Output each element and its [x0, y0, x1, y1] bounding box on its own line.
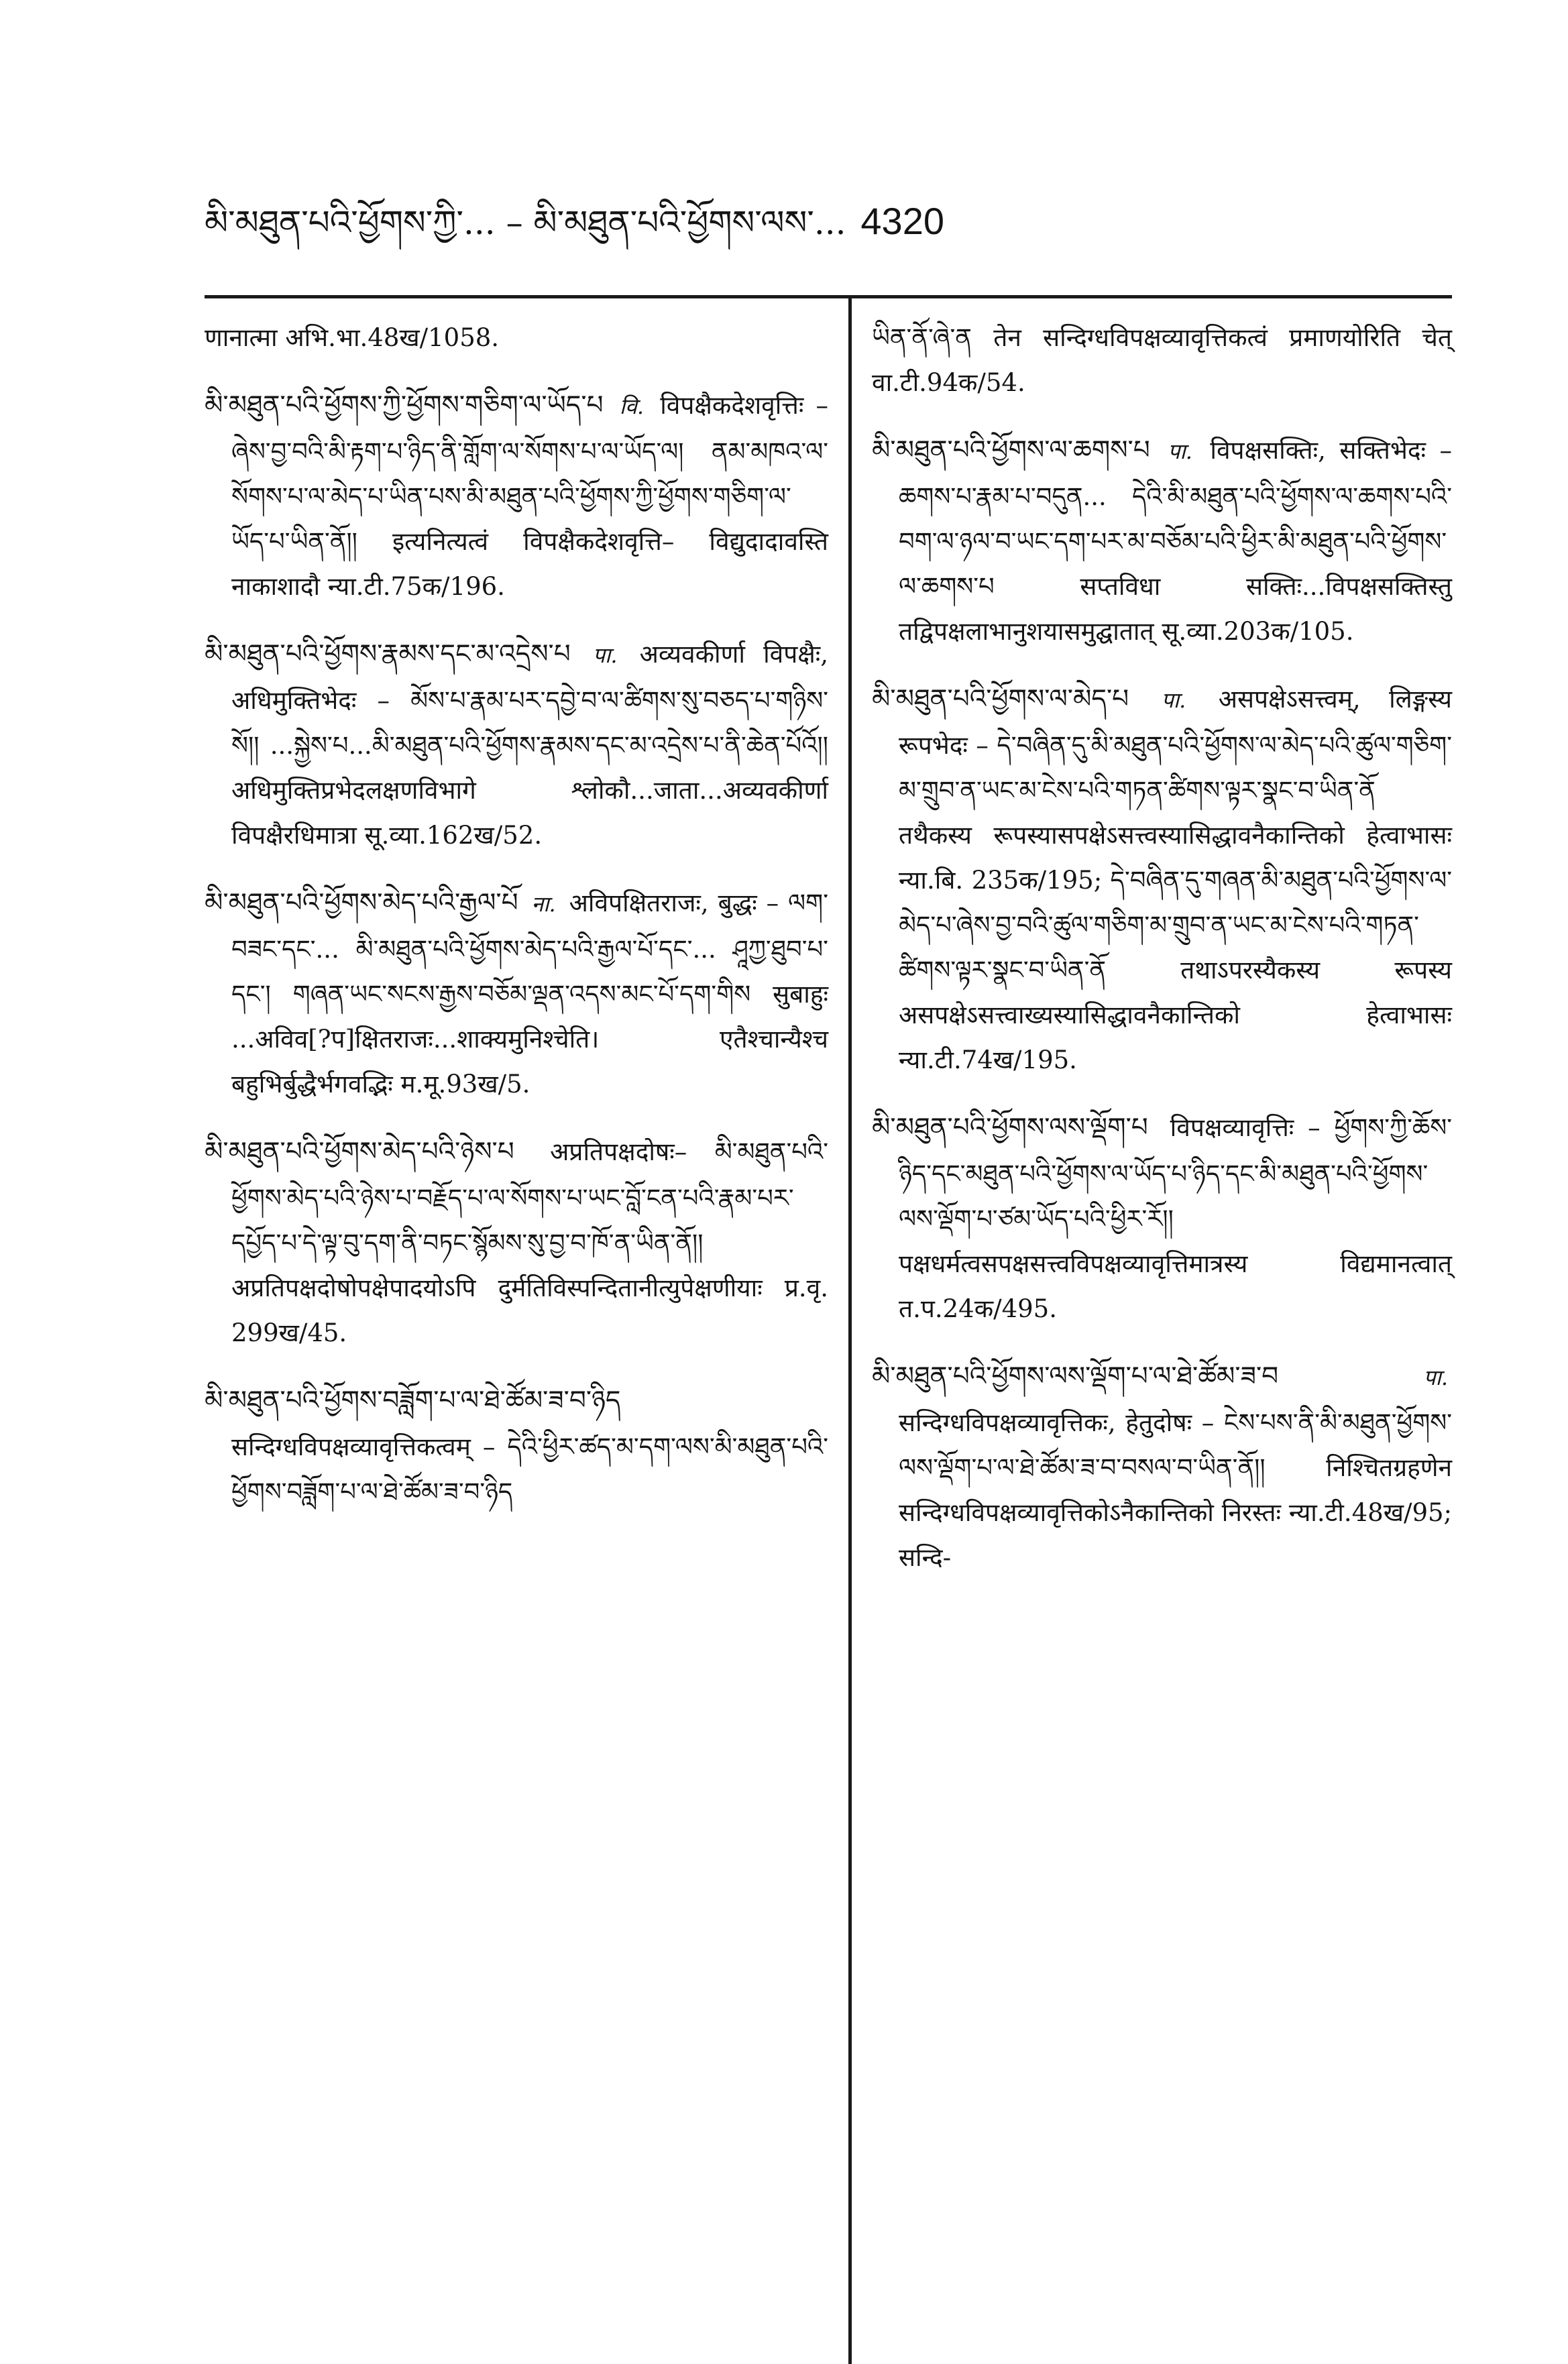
left-column — [205, 315, 828, 1537]
column-divider — [848, 298, 852, 2364]
dictionary-entry — [205, 1378, 828, 1514]
entry-headword: མི་མཐུན་པའི་ཕྱོགས་བཟློག་པ་ལ་ཐེ་ཚོམ་ཟ་བ་ཉིད — [205, 1386, 621, 1416]
right-column — [872, 315, 1452, 1603]
dictionary-entry — [872, 1105, 1452, 1331]
entry-grammar-tag: पा. — [1168, 439, 1192, 464]
entry-body: विपक्षव्यावृत्तिः – ཕྱོགས་ཀྱི་ཆོས་ཉིད་དང་མཐུན་པའི་ཕྱོགས་ལ་ཡོད་པ་ཉིད་དང་མི་མཐུན་པའི་ཕྱོགས་ལས་ལྡོག་པ་ཙམ་ཡོད་པའི་ཕྱིར་རོ།། पक्षधर्मत्वसपक्षसत्त्वविपक्षव्यावृत्तिमात्रस्य विद्यमानत्वात् त.प.24क/495. — [899, 1113, 1452, 1323]
entry-headword: མི་མཐུན་པའི་ཕྱོགས་ལ་ཆགས་པ — [872, 435, 1150, 465]
entry-body: विपक्षसक्तिः, सक्तिभेदः – ཆགས་པ་རྣམ་པ་བདུན... དེའི་མི་མཐུན་པའི་ཕྱོགས་ལ་ཆགས་པའི་བག་ལ་ཉལ་བ་ཡང་དག་པར་མ་བཅོམ་པའི་ཕྱིར་མི་མཐུན་པའི་ཕྱོགས་ལ་ཆགས་པ सप्तविधा सक्तिः...विपक्षसक्तिस्तु तद्विपक्षलाभानुशयासमुद्घातात् सू.व्या.203क/105. — [899, 436, 1453, 646]
dictionary-entry — [872, 428, 1452, 654]
entry-headword: མི་མཐུན་པའི་ཕྱོགས་ལས་ལྡོག་པ — [872, 1113, 1148, 1143]
dictionary-entry — [205, 315, 828, 360]
dictionary-entry — [205, 632, 828, 858]
entry-body: अप्रतिपक्षदोषः– མི་མཐུན་པའི་ཕྱོགས་མེད་པའི་ཉེས་པ་བརྗོད་པ་ལ་སོགས་པ་ཡང་བློ་ངན་པའི་རྣམ་པར་དཔྱོད་པ་དེ་ལྟ་བུ་དག་ནི་བཏང་སྙོམས་སུ་བྱ་བ་ཁོ་ན་ཡིན་ནོ།། अप्रतिपक्षदोषोपक्षेपादयोऽपि दुर्मतिविस्पन्दितानीत्युपेक्षणीयाः प्र.वृ. 299ख/45. — [231, 1137, 829, 1347]
entry-headword: མི་མཐུན་པའི་ཕྱོགས་ལ་མེད་པ — [872, 684, 1129, 714]
entry-grammar-tag: पा. — [1423, 1365, 1448, 1390]
entry-body: अव्यवकीर्णा विपक्षैः, अधिमुक्तिभेदः – མོས་པ་རྣམ་པར་དབྱེ་བ་ལ་ཚིགས་སུ་བཅད་པ་གཉིས་སོ།། ...སྐྱེས་པ...མི་མཐུན་པའི་ཕྱོགས་རྣམས་དང་མ་འདྲེས་པ་ནི་ཆེན་པོའོ།། अधिमुक्तिप्रभेदलक्षणविभागे श्लोकौ...जाता...अव्यवकीर्णा विपक्षैरधिमात्रा सू.व्या.162ख/52. — [231, 640, 829, 850]
running-title: མི་མཐུན་པའི་ཕྱོགས་ཀྱི་... – མི་མཐུན་པའི་ཕྱོགས་ལས་... — [205, 203, 846, 242]
entry-body: विपक्षैकदेशवृत्तिः – ཞེས་བྱ་བའི་མི་རྟག་པ་ཉིད་ནི་གློག་ལ་སོགས་པ་ལ་ཡོད་ལ། ནམ་མཁའ་ལ་སོགས་པ་ལ་མེད་པ་ཡིན་པས་མི་མཐུན་པའི་ཕྱོགས་ཀྱི་ཕྱོགས་གཅིག་ལ་ཡོད་པ་ཡིན་ནོ།། इत्यनित्यत्वं विपक्षैकदेशवृत्ति– विद्युदादावस्ति नाकाशादौ न्या.टी.75क/196. — [231, 391, 828, 601]
entry-grammar-tag: वि. — [619, 394, 645, 419]
page-number: 4320 — [860, 200, 944, 242]
entry-headword: མི་མཐུན་པའི་ཕྱོགས་མེད་པའི་ཉེས་པ — [205, 1137, 514, 1167]
dictionary-entry — [872, 315, 1452, 405]
entry-headword: མི་མཐུན་པའི་ཕྱོགས་ཀྱི་ཕྱོགས་གཅིག་ལ་ཡོད་པ — [205, 390, 604, 420]
entry-grammar-tag: पा. — [1161, 687, 1186, 713]
entry-body: असपक्षेऽसत्त्वम्, लिङ्गस्य रूपभेदः – དེ་བཞིན་དུ་མི་མཐུན་པའི་ཕྱོགས་ལ་མེད་པའི་ཚུལ་གཅིག་མ་གྲུབ་ན་ཡང་མ་ངེས་པའི་གཏན་ཚིགས་ལྟར་སྣང་བ་ཡིན་ནོ तथैकस्य रूपस्यासपक्षेऽसत्त्वस्यासिद्धावनैकान्तिको हेत्वाभासः न्या.बि. 235क/195; དེ་བཞིན་དུ་གཞན་མི་མཐུན་པའི་ཕྱོགས་ལ་མེད་པ་ཞེས་བྱ་བའི་ཚུལ་གཅིག་མ་གྲུབ་ན་ཡང་མ་ངེས་པའི་གཏན་ཚིགས་ལྟར་སྣང་བ་ཡིན་ནོ तथाऽपरस्यैकस्य रूपस्य असपक्षेऽसत्त्वाख्यस्यासिद्धावनैकान्तिको हेत्वाभासः न्या.टी.74ख/195. — [899, 685, 1453, 1074]
entry-headword: མི་མཐུན་པའི་ཕྱོགས་མེད་པའི་རྒྱལ་པོ — [205, 888, 518, 918]
dictionary-entry — [205, 1129, 828, 1355]
dictionary-entry — [205, 881, 828, 1107]
dictionary-entry — [872, 677, 1452, 1082]
entry-body: ཡིན་ནོ་ཞེ་ན तेन सन्दिग्धविपक्षव्यावृत्तिकत्वं प्रमाणयोरिति चेत् वा.टी.94क/54. — [872, 323, 1452, 397]
entry-body: सन्दिग्धविपक्षव्यावृत्तिकः, हेतुदोषः – ངེས་པས་ནི་མི་མཐུན་ཕྱོགས་ལས་ལྡོག་པ་ལ་ཐེ་ཚོམ་ཟ་བ་བསལ་བ་ཡིན་ནོ།། निश्चितग्रहणेन सन्दिग्धविपक्षव्यावृत्तिकोऽनैकान्तिको निरस्तः न्या.टी.48ख/95; सन्दि- — [899, 1408, 1452, 1572]
entry-body: णानात्मा अभि.भा.48ख/1058. — [205, 323, 500, 352]
entry-grammar-tag: ना. — [531, 891, 556, 917]
entry-grammar-tag: पा. — [592, 642, 618, 668]
entry-body: सन्दिग्धविपक्षव्यावृत्तिकत्वम् – དེའི་ཕྱིར་ཚད་མ་དག་ལས་མི་མཐུན་པའི་ཕྱོགས་བཟློག་པ་ལ་ཐེ་ཚོམ་ཟ་བ་ཉིད — [231, 1432, 828, 1506]
entry-headword: མི་མཐུན་པའི་ཕྱོགས་རྣམས་དང་མ་འདྲེས་པ — [205, 639, 571, 669]
entry-body: अविपक्षितराजः, बुद्धः – ལག་བཟང་དང་... མི་མཐུན་པའི་ཕྱོགས་མེད་པའི་རྒྱལ་པོ་དང་... ཤཱཀྱ་ཐུབ་པ་དང་། གཞན་ཡང་སངས་རྒྱས་བཅོམ་ལྡན་འདས་མང་པོ་དག་གིས सुबाहुः ...अविव[?प]क्षितराजः...शाक्यमुनिश्चेति। एतैश्चान्यैश्च बहुभिर्बुद्धैर्भगवद्भिः म.मू.93ख/5. — [231, 889, 828, 1099]
dictionary-entry — [205, 383, 828, 609]
dictionary-entry — [872, 1354, 1452, 1580]
header-rule — [205, 295, 1452, 298]
entry-headword: མི་མཐུན་པའི་ཕྱོགས་ལས་ལྡོག་པ་ལ་ཐེ་ཚོམ་ཟ་བ — [872, 1361, 1279, 1392]
running-head — [205, 194, 1143, 249]
